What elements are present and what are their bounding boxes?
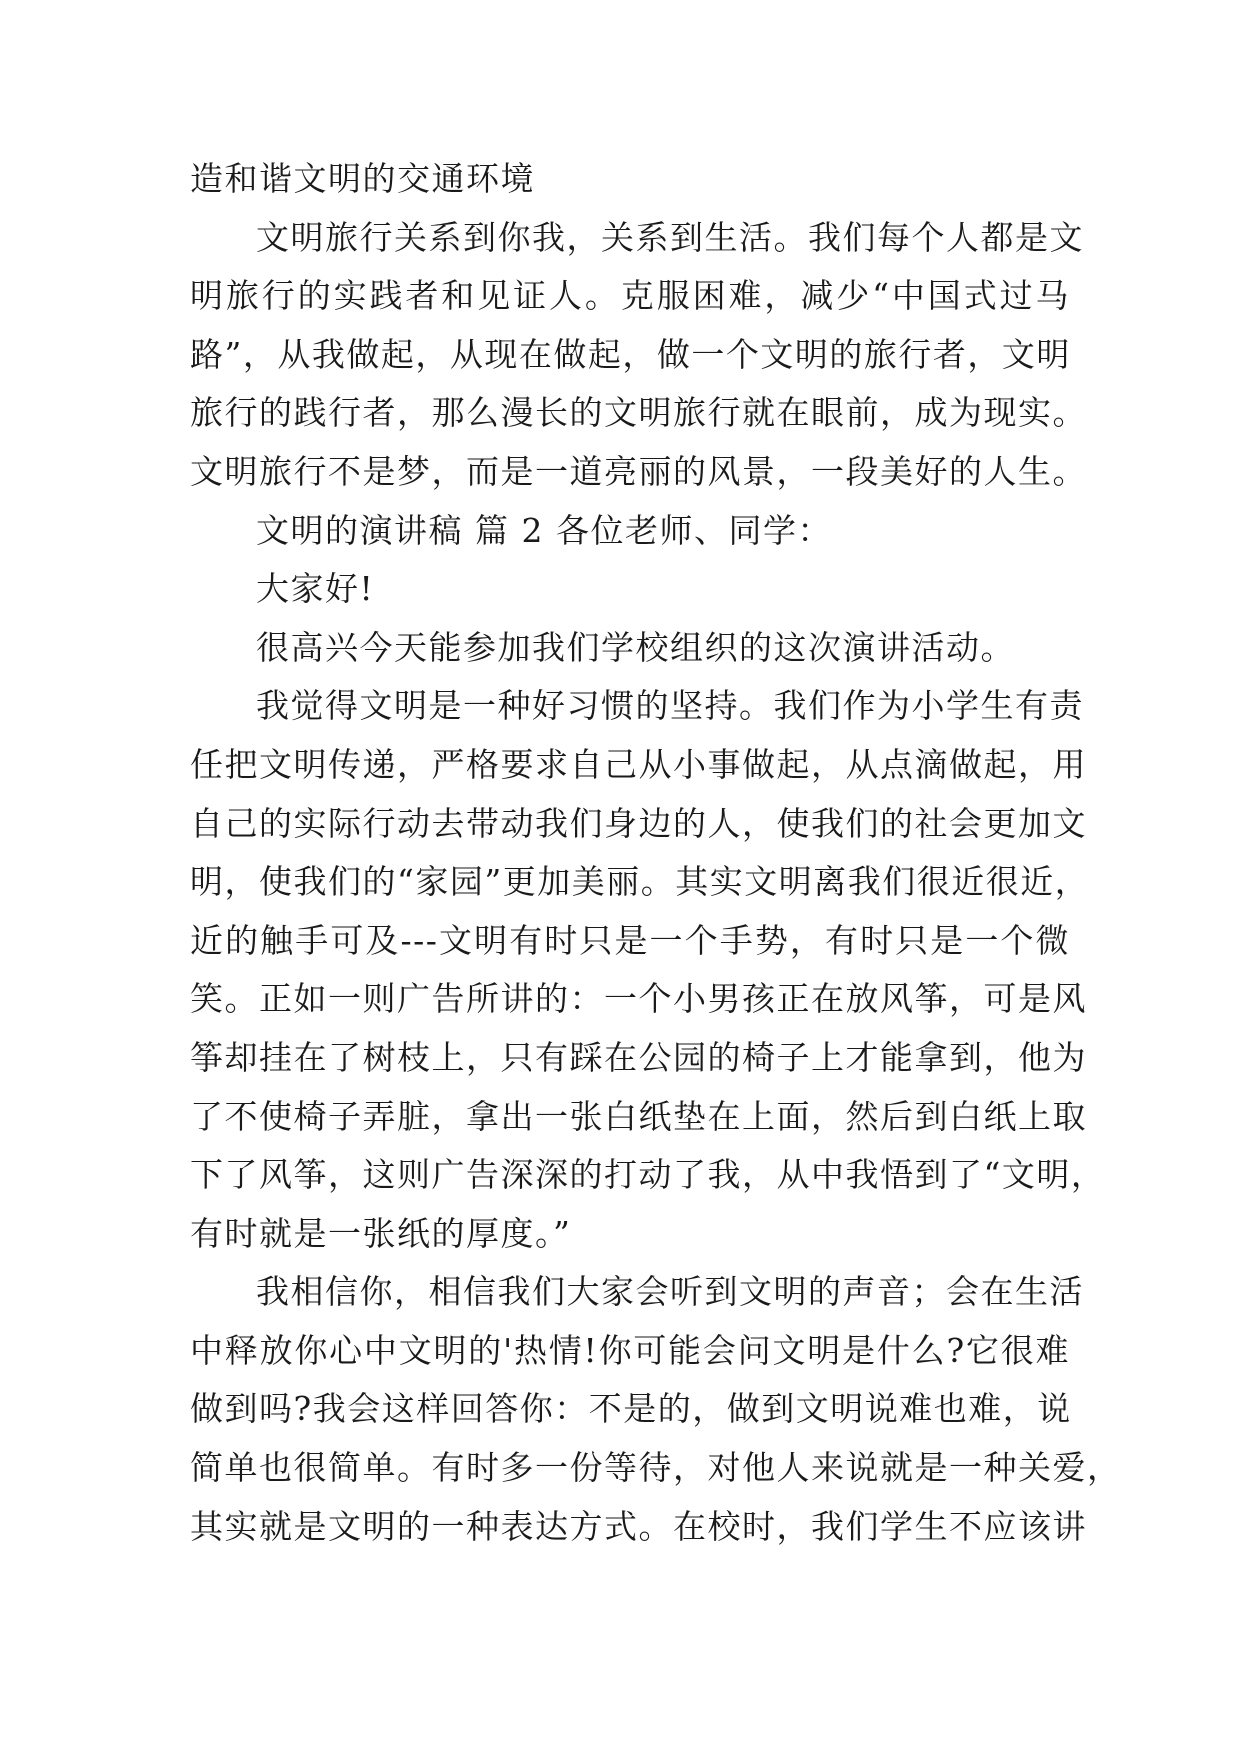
text-line: 下了风筝，这则广告深深的打动了我，从中我悟到了“文明，: [190, 1155, 1106, 1195]
text-line: 明，使我们的“家园”更加美丽。其实文明离我们很近很近，: [190, 862, 1090, 902]
text-line: 做到吗?我会这样回答你：不是的，做到文明说难也难，说: [190, 1389, 1072, 1429]
text-line: 筝却挂在了树枝上，只有踩在公园的椅子上才能拿到，他为: [190, 1037, 1087, 1077]
text-line: 简单也很简单。有时多一份等待，对他人来说就是一种关爱，: [190, 1448, 1122, 1488]
document-body: [190, 150, 1122, 1556]
paragraph-first-line: 我觉得文明是一种好习惯的坚持。我们作为小学生有责: [256, 686, 1084, 726]
text-line: 明旅行的实践者和见证人。克服困难，减少“中国式过马: [190, 276, 1070, 316]
paragraph-first-line: 很高兴今天能参加我们学校组织的这次演讲活动。: [256, 627, 1015, 667]
text-line: 其实就是文明的一种表达方式。在校时，我们学生不应该讲: [190, 1506, 1087, 1546]
text-line: 笑。正如一则广告所讲的：一个小男孩正在放风筝，可是风: [190, 979, 1087, 1019]
text-line: 路”，从我做起，从现在做起，做一个文明的旅行者，文明: [190, 334, 1071, 374]
greeting-line: 大家好!: [256, 569, 375, 609]
text-line: 造和谐文明的交通环境: [190, 159, 535, 198]
text-line: 任把文明传递，严格要求自己从小事做起，从点滴做起，用: [190, 744, 1087, 784]
text-line: 了不使椅子弄脏，拿出一张白纸垫在上面，然后到白纸上取: [190, 1096, 1087, 1136]
text-line: 文明旅行不是梦，而是一道亮丽的风景，一段美好的人生。: [190, 451, 1087, 491]
text-line: 近的触手可及---文明有时只是一个手势，有时只是一个微: [190, 920, 1070, 960]
section-heading-line: 文明的演讲稿 篇 2 各位老师、同学：: [256, 510, 832, 550]
paragraph-first-line: 我相信你，相信我们大家会听到文明的声音；会在生活: [256, 1272, 1084, 1312]
text-line: 中释放你心中文明的'热情!你可能会问文明是什么?它很难: [190, 1330, 1070, 1370]
paragraph-first-line: 文明旅行关系到你我，关系到生活。我们每个人都是文: [256, 217, 1084, 257]
text-line: 有时就是一张纸的厚度。”: [190, 1213, 572, 1253]
text-line: 旅行的践行者，那么漫长的文明旅行就在眼前，成为现实。: [190, 393, 1087, 433]
text-line: 自己的实际行动去带动我们身边的人，使我们的社会更加文: [190, 803, 1087, 843]
